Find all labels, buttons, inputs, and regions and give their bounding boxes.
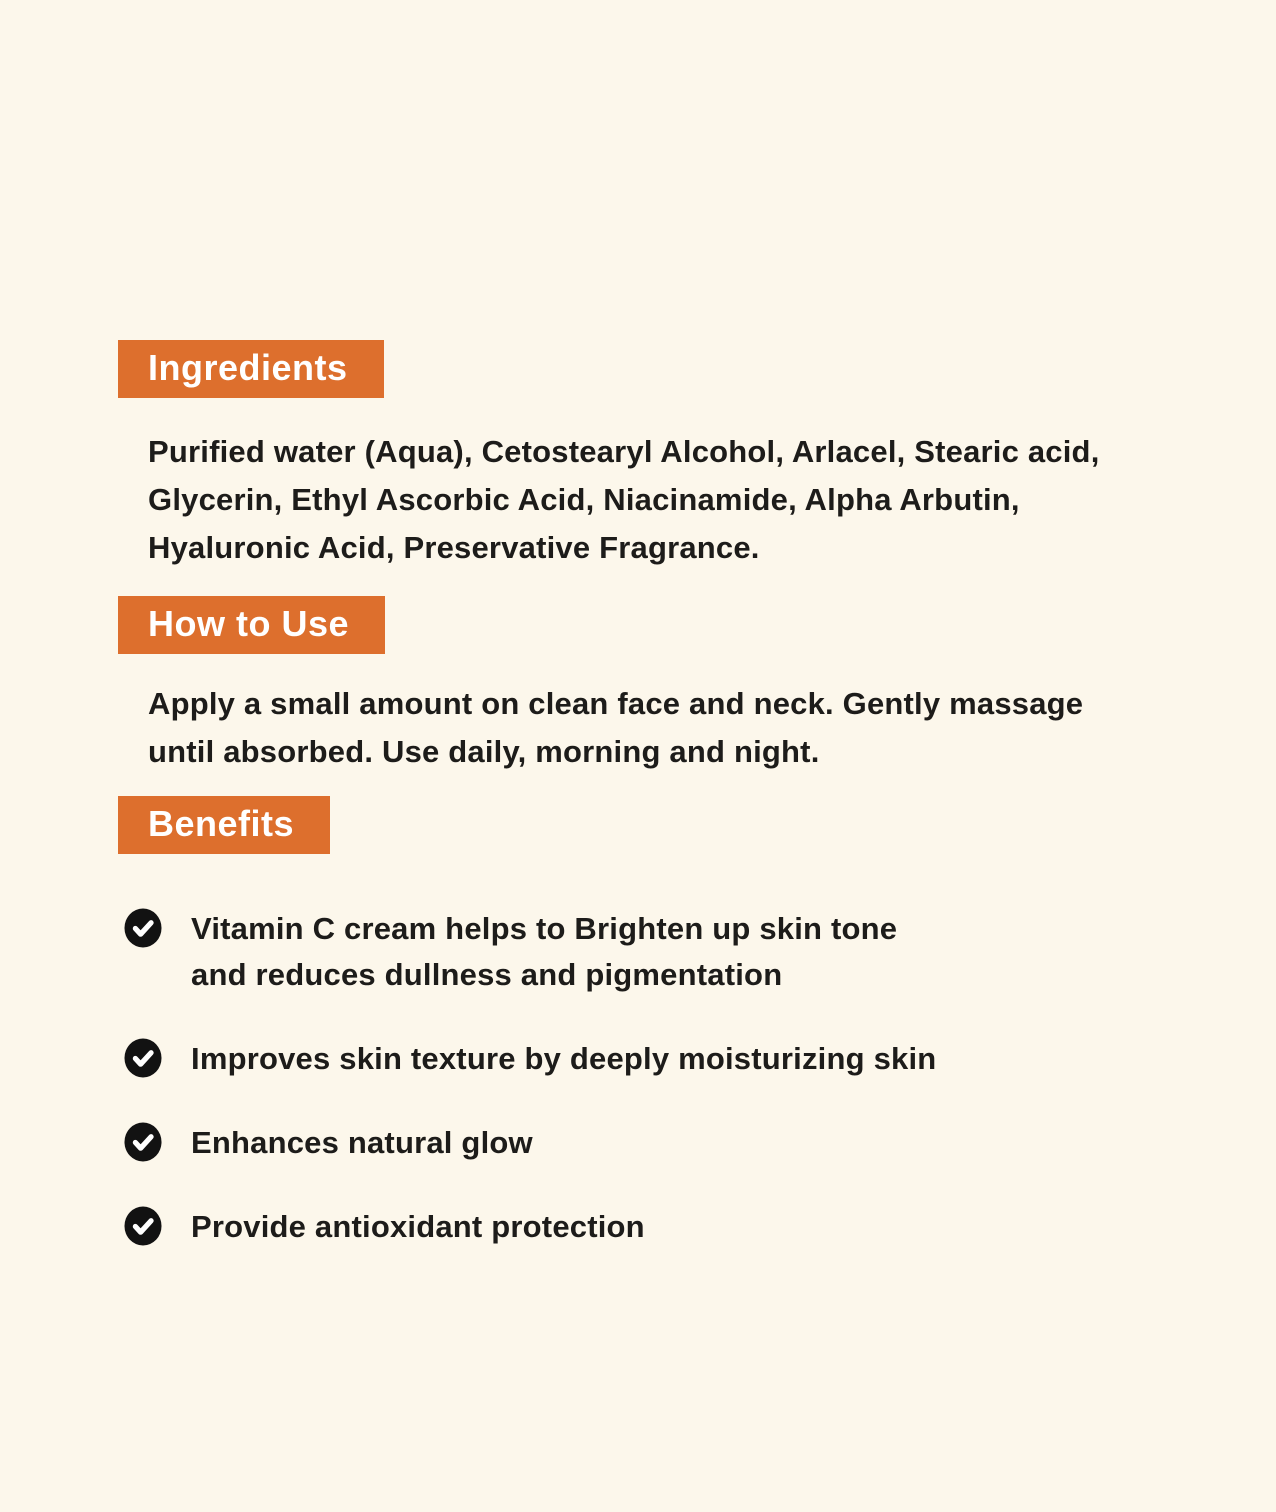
check-circle-icon [124, 1206, 162, 1246]
ingredients-line: Hyaluronic Acid, Preservative Fragrance. [148, 530, 760, 565]
ingredients-text [148, 428, 1186, 572]
ingredients-heading: Ingredients [118, 340, 384, 398]
benefits-heading: Benefits [118, 796, 330, 854]
benefit-text: Enhances natural glow [191, 1125, 533, 1160]
how-to-use-heading: How to Use [118, 596, 385, 654]
benefits-list [118, 906, 1186, 1250]
section-how-to-use [118, 572, 1186, 776]
ingredients-line: Purified water (Aqua), Cetostearyl Alcohol, Arlacel, Stearic acid, [148, 434, 1100, 469]
benefit-item [124, 1036, 1186, 1082]
ingredients-line: Glycerin, Ethyl Ascorbic Acid, Niacinamide, Alpha Arbutin, [148, 482, 1020, 517]
how-to-use-line: Apply a small amount on clean face and neck. Gently massage [148, 686, 1084, 721]
benefit-text: Provide antioxidant protection [191, 1209, 645, 1244]
check-circle-icon [124, 908, 162, 948]
check-circle-icon [124, 1122, 162, 1162]
benefit-item [124, 1120, 1186, 1166]
section-ingredients [118, 340, 1186, 572]
benefit-item [124, 1204, 1186, 1250]
section-benefits [118, 776, 1186, 1250]
how-to-use-line: until absorbed. Use daily, morning and night. [148, 734, 820, 769]
check-circle-icon [124, 1038, 162, 1078]
benefit-text: Improves skin texture by deeply moisturizing skin [191, 1041, 937, 1076]
benefit-item [124, 906, 1186, 998]
how-to-use-text [148, 680, 1186, 776]
benefit-text: Vitamin C cream helps to Brighten up skin tone and reduces dullness and pigmentation [191, 911, 898, 992]
